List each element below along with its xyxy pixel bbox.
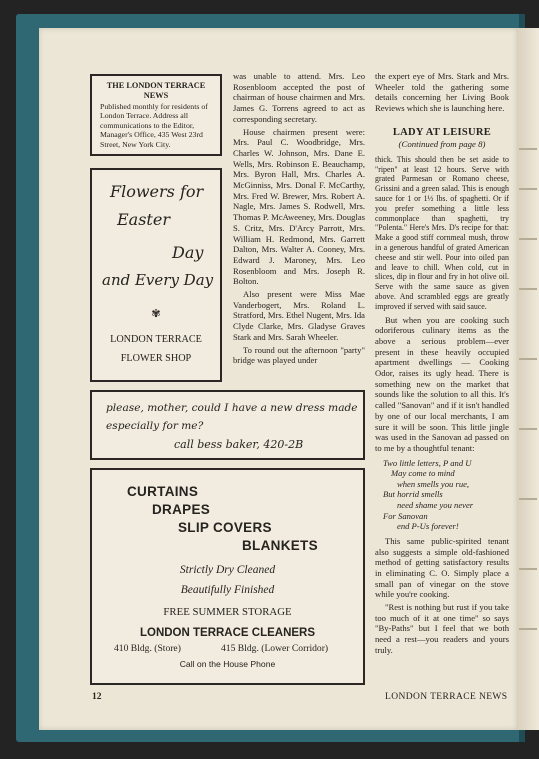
right-paragraph-3: But when you are cooking such odoriferous culinary items as the above a serious problem—ever present in these heavily occupied apartment dwellings — Cooking Odor, raises its ugly head. There is something new on the market that sounds like the solution to all this. It's called "Sanovan" and if it isn't handled by one of our local merchants, I am sure it will be soon. This little jingle was used in the Sanovan ad passed on to me by a thoughtful tenant: — [375, 314, 509, 453]
and-every-day-text: and Every Day — [102, 271, 214, 289]
cleaners-storage: FREE SUMMER STORAGE — [163, 606, 292, 618]
dress-ad-line-1: please, mother, could I have a new dress made — [106, 402, 358, 414]
cleaners-item-4: BLANKETS — [242, 538, 318, 553]
masthead-title: THE LONDON TERRACE NEWS — [106, 81, 206, 100]
cleaners-store-location: 410 Bldg. (Store) — [114, 643, 181, 654]
dress-making-ad — [90, 390, 365, 460]
continued-note: (Continued from page 8) — [398, 138, 486, 149]
magazine-page — [39, 28, 517, 730]
mid-paragraph-4: To round out the afternoon "party" bridge was played under — [233, 344, 365, 366]
dress-ad-line-2: especially for me? — [106, 420, 204, 432]
next-page-edge — [517, 28, 539, 730]
jingle-line-7: end P-Us forever! — [397, 521, 459, 532]
cleaners-call-text: Call on the House Phone — [179, 659, 276, 669]
masthead-box — [90, 74, 222, 156]
flower-shop-name-1: LONDON TERRACE — [110, 334, 202, 345]
publication-footer: LONDON TERRACE NEWS — [385, 692, 508, 702]
cleaners-corridor-location: 415 Bldg. (Lower Corridor) — [221, 643, 329, 654]
flower-shop-name-2: FLOWER SHOP — [120, 353, 192, 364]
jingle-line-5: need shame you never — [397, 500, 474, 511]
day-text: Day — [172, 243, 204, 262]
mid-paragraph-1: was unable to attend. Mrs. Leo Rosenbloom accepted the post of chairman of house chairmen and Mrs. James G. Torrens agreed to act as corresponding secretary. — [233, 71, 365, 124]
cleaners-ad — [90, 468, 365, 685]
cleaners-tagline-1: Strictly Dry Cleaned — [179, 564, 276, 576]
jingle-line-4: But horrid smells — [383, 489, 443, 500]
masthead-body: Published monthly for residents of London Terrace. Address all communications to the Editor, Manager's Office, 435 West 23rd Street, New York City. — [100, 102, 208, 149]
right-paragraph-1: the expert eye of Mrs. Stark and Mrs. Wheeler told the gathering some details concerning her Living Book Reviews which she is launching here. — [375, 71, 509, 114]
cleaners-name: LONDON TERRACE CLEANERS — [139, 627, 316, 639]
jingle-line-2: May come to mind — [391, 468, 455, 479]
right-paragraph-2: thick. This should then be set aside to "ripen" at least 12 hours. Serve with grated Parmesan or Romano cheese, Grissini and a green salad. This is enough sauce for 1 or 1½ lbs. of spaghetti. Or if you prefer something a little less commonplace than spaghetti, try "Polenta." Here's Mrs. D's recipe for that: Make a good stiff cornmeal mush, throw in a generous handful of grated American cheese and stir well. Pour into oiled pan and leave to chill. When cold, cut in slices, dip in flour and fry in hot olive oil. Serve with the same sauce as given above. And scrambled eggs are greatly improved if served with said sauce. — [375, 154, 509, 311]
cleaners-item-1: CURTAINS — [127, 484, 199, 499]
cleaners-tagline-2: Beautifully Finished — [180, 584, 275, 596]
middle-column — [233, 71, 365, 366]
easter-text: Easter — [117, 210, 170, 229]
cleaners-item-3: SLIP COVERS — [178, 520, 272, 535]
jingle-line-3: when smells you rue, — [397, 478, 470, 489]
jingle-line-6: For Sanovan — [383, 510, 428, 521]
sanovan-jingle — [383, 458, 509, 532]
mid-paragraph-3: Also present were Miss Mae Vanderbogert, Mrs. Roland L. Stratford, Mrs. Ethel Nugent, Mrs. Ida Clyde Clarke, Mrs. Gladyse Graves Stark and Mrs. Sarah Wheeler. — [233, 289, 365, 342]
cleaners-item-2: DRAPES — [152, 502, 211, 517]
flower-ornament-icon: ✾ — [151, 308, 161, 320]
mid-paragraph-2: House chairmen present were: Mrs. Paul C. Woodbridge, Mrs. Charles W. Johnson, Mrs. Dane E. Wells, Mrs. Robinson E. Beauchamp, Mrs. Byron Hall, Mrs. Charles A. McGinniss, Mrs. Donal F. McCarthy, Mrs. Fred W. Brewer, Mrs. Robert A. Nagle, Mrs. James S. Rodwell, Mrs. Thomas P. McAweeney, Mrs. Douglas S. Critz, Mrs. D'Arcy Parrott, Mrs. William H. Redmond, Mrs. Garrett Dalton, Mrs. Walter A. Cooney, Mrs. Edward J. Maroney, Mrs. Leo Rosenbloom and Mrs. Joseph R. Bolton. — [233, 126, 365, 287]
section-heading: LADY AT LEISURE — [392, 126, 492, 138]
jingle-line-1: Two little letters, P and U — [383, 457, 472, 468]
right-column — [375, 71, 509, 656]
page-number: 12 — [92, 692, 102, 702]
right-paragraph-5: "Rest is nothing but rust if you take too much of it at one time" so says "By-Paths" but I feel that we both need a rest—you readers and yours truly. — [375, 602, 509, 655]
right-paragraph-4: This same public-spirited tenant also suggests a simple old-fashioned method of getting satisfactory results in eliminating C. O. Simply place a small pan of vinegar on the stove while you're cooking. — [375, 535, 509, 600]
flower-shop-ad — [90, 168, 222, 382]
flowers-for-text: Flowers for — [110, 182, 204, 201]
dress-ad-line-3: call bess baker, 420-2B — [174, 438, 304, 451]
